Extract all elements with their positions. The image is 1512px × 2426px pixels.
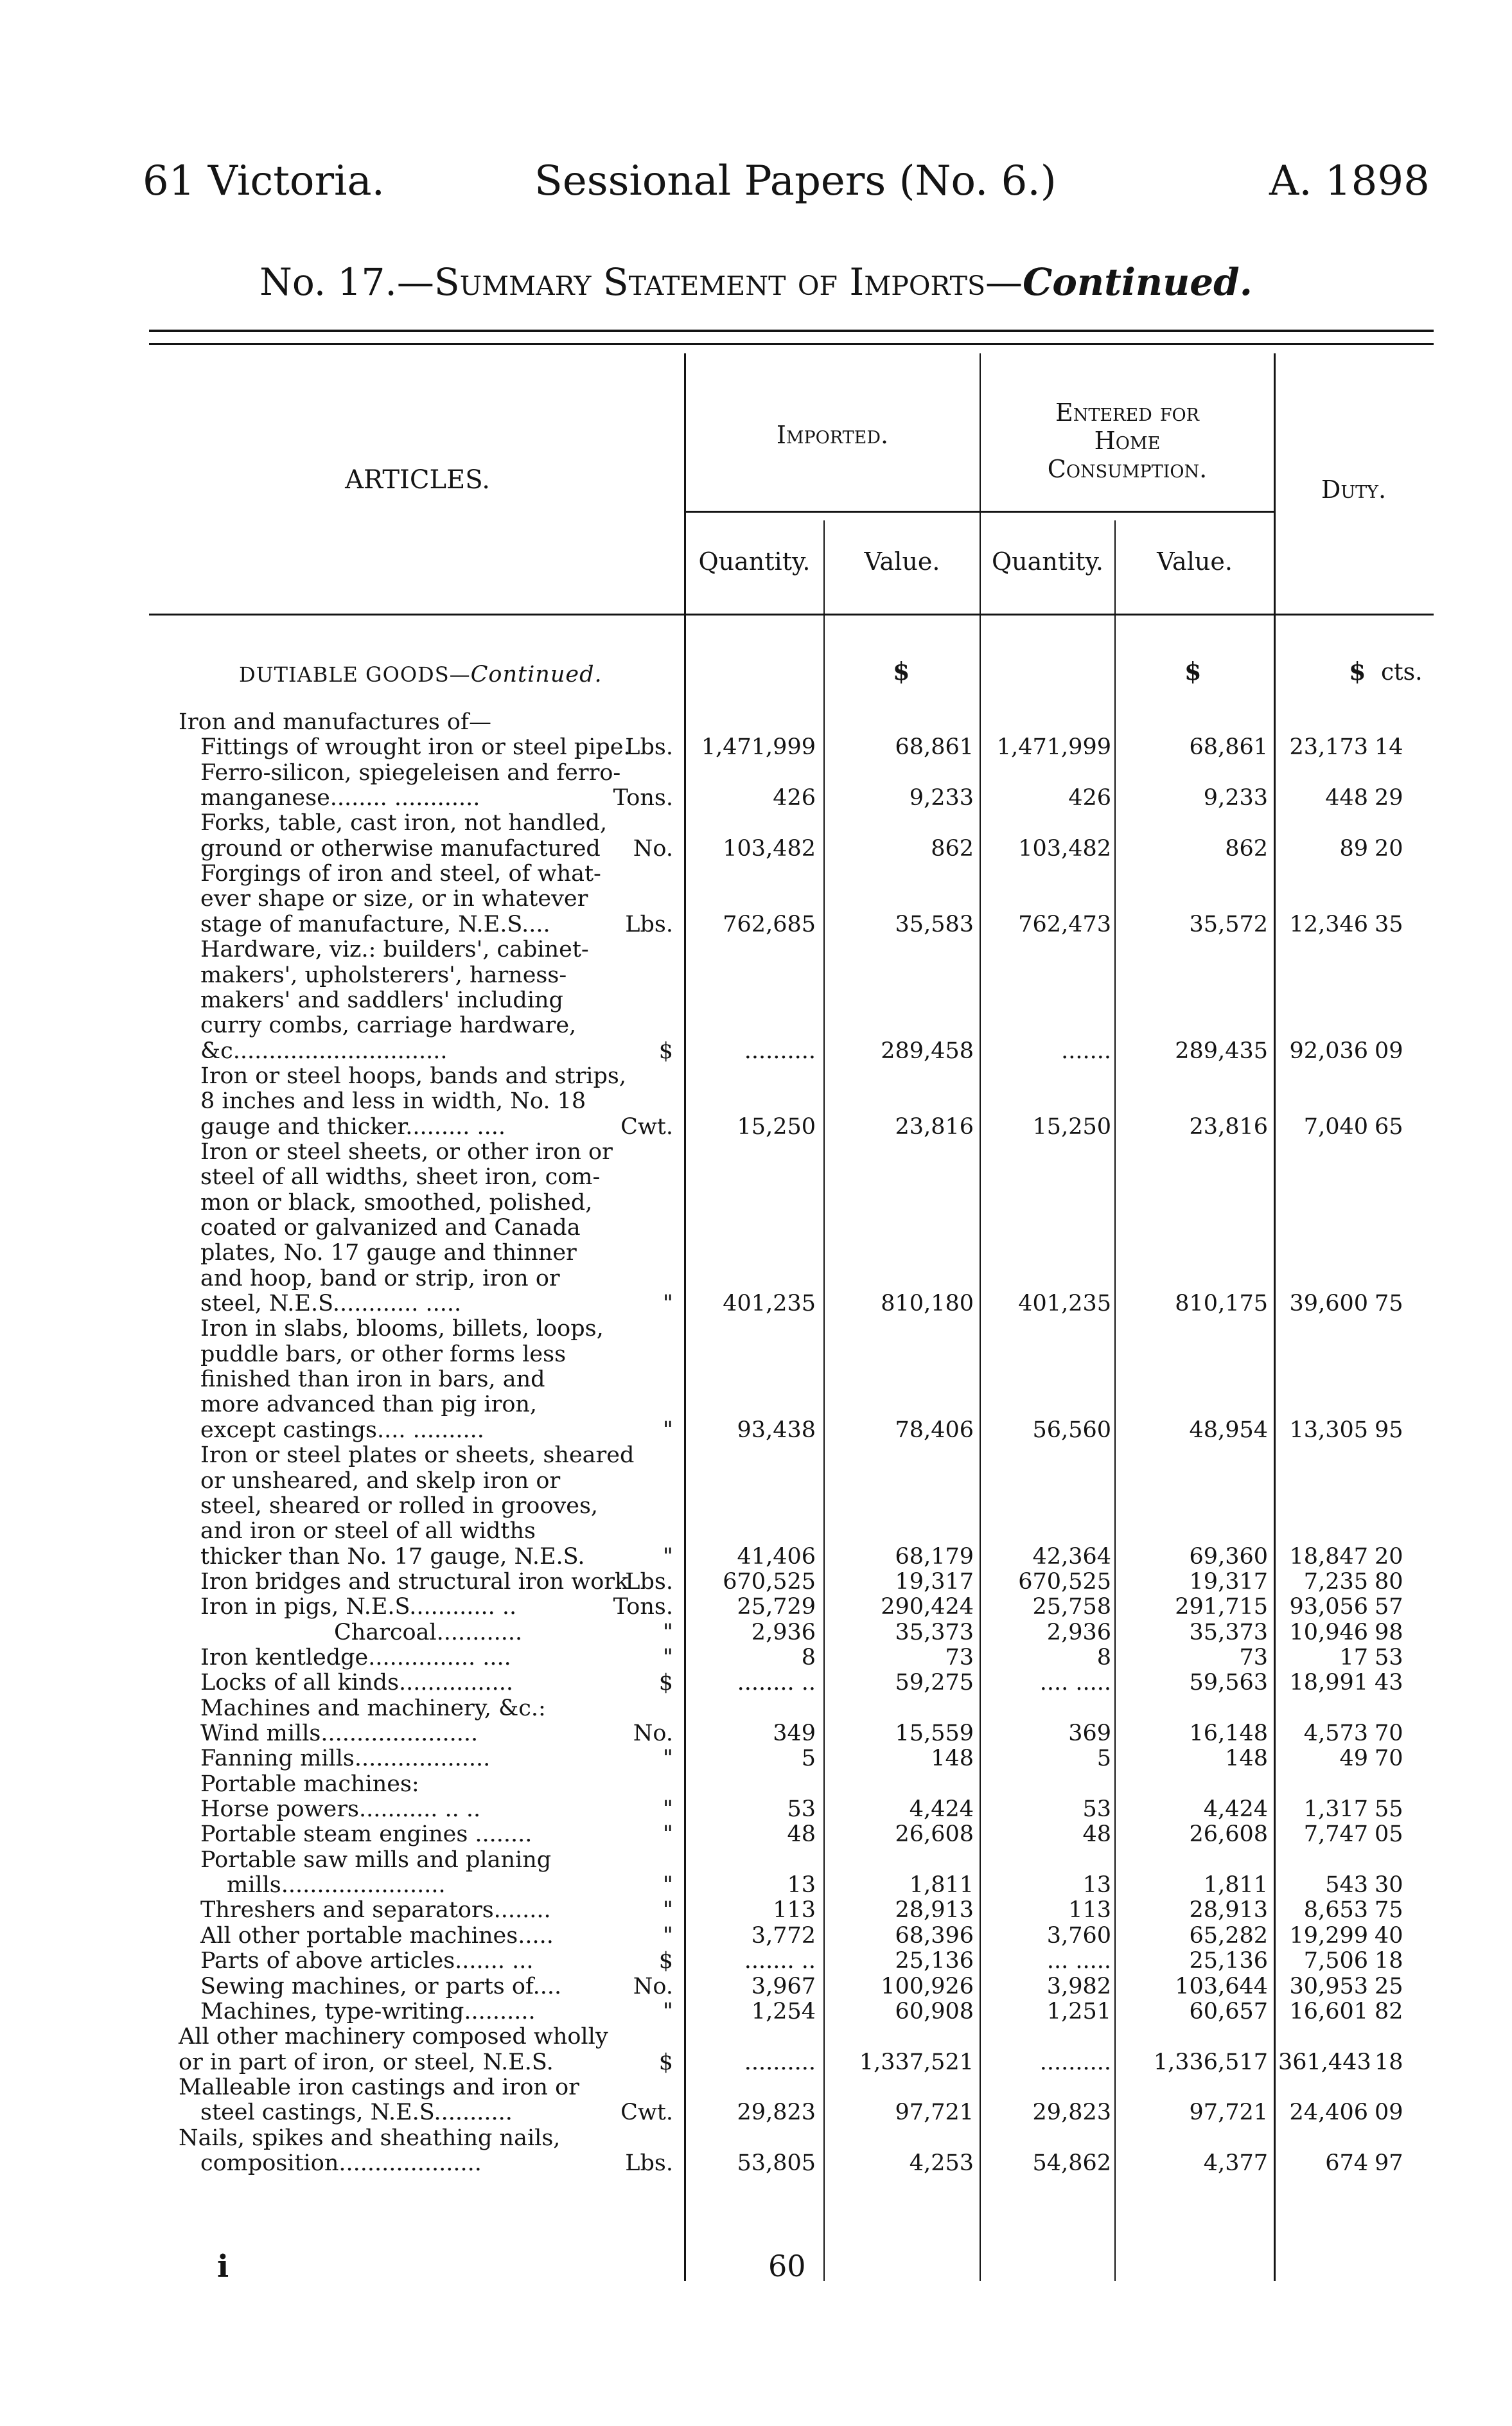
unit-cell: ": [662, 1821, 673, 1848]
value-imported-cell: 60,908: [895, 1998, 974, 2024]
duty-cents-cell: 25: [1375, 1973, 1403, 1999]
duty-dollars-cell: 18,991: [1289, 1670, 1368, 1696]
article-cell: steel of all widths, sheet iron, com-: [200, 1164, 601, 1191]
duty-cents-cell: 18: [1375, 1948, 1403, 1974]
value-entered-cell: 148: [1225, 1746, 1268, 1772]
col-quantity-imported: Quantity.: [698, 547, 811, 576]
unit-cell: ": [662, 1872, 673, 1899]
title-continued: Continued.: [1023, 260, 1253, 304]
article-cell: Parts of above articles....... ...: [200, 1948, 534, 1974]
duty-dollars-cell: 12,346: [1289, 911, 1368, 937]
currency-value-entered: $: [1184, 657, 1202, 686]
article-cell: Forgings of iron and steel, of what-: [200, 861, 601, 887]
quantity-imported-cell: 401,235: [723, 1291, 816, 1317]
quantity-entered-cell: 42,364: [1032, 1543, 1111, 1570]
value-imported-cell: 15,559: [895, 1721, 974, 1746]
footer-signature: i: [217, 2249, 229, 2285]
quantity-imported-cell: ....... ..: [744, 1948, 816, 1974]
duty-cents-cell: 20: [1375, 1543, 1403, 1570]
col-divider-articles: [684, 353, 686, 2281]
col-divider-imported: [980, 353, 981, 2281]
quantity-imported-cell: 1,254: [751, 1998, 816, 2024]
article-cell: Machines and machinery, &c.:: [200, 1695, 546, 1721]
duty-cents-cell: 95: [1375, 1417, 1403, 1443]
quantity-entered-cell: 369: [1068, 1721, 1111, 1746]
header-bottom-rule: [149, 614, 1434, 615]
article-cell: Nails, spikes and sheathing nails,: [179, 2125, 561, 2151]
quantity-entered-cell: 401,235: [1018, 1291, 1111, 1317]
duty-cents-cell: 82: [1375, 1998, 1403, 2024]
duty-dollars-cell: 92,036: [1289, 1038, 1368, 1064]
quantity-entered-cell: ... .....: [1046, 1948, 1111, 1974]
quantity-imported-cell: 8: [801, 1644, 816, 1670]
value-imported-cell: 97,721: [895, 2100, 974, 2126]
duty-cents-cell: 57: [1375, 1594, 1403, 1620]
article-cell: &c..............................: [200, 1038, 448, 1064]
col-articles: ARTICLES.: [345, 465, 490, 495]
quantity-entered-cell: 8: [1096, 1644, 1111, 1670]
duty-cents-cell: 75: [1375, 1291, 1403, 1317]
duty-dollars-cell: 49: [1339, 1746, 1368, 1772]
value-entered-cell: 28,913: [1189, 1897, 1268, 1924]
header-sessional-papers: Sessional Papers (No. 6.): [534, 157, 1057, 205]
unit-cell: Tons.: [613, 1594, 673, 1620]
unit-cell: $: [658, 2049, 673, 2075]
value-entered-cell: 862: [1225, 835, 1268, 862]
col-value-imported: Value.: [864, 547, 940, 576]
article-cell: Ferro-silicon, spiegeleisen and ferro-: [200, 759, 621, 786]
value-imported-cell: 28,913: [895, 1897, 974, 1924]
quantity-imported-cell: 53,805: [737, 2150, 816, 2176]
title-number: No. 17.—: [259, 260, 434, 304]
value-entered-cell: 23,816: [1189, 1113, 1268, 1140]
unit-cell: ": [662, 1796, 673, 1823]
section-label: [239, 662, 602, 687]
article-cell: Iron or steel plates or sheets, sheared: [200, 1442, 635, 1469]
article-cell: steel, N.E.S............ .....: [200, 1291, 462, 1317]
unit-cell: ": [662, 1291, 673, 1317]
currency-duty-cents: cts.: [1381, 659, 1423, 686]
duty-cents-cell: 80: [1375, 1568, 1403, 1595]
article-cell: All other machinery composed wholly: [179, 2024, 608, 2050]
unit-cell: ": [662, 1644, 673, 1670]
quantity-imported-cell: 5: [801, 1746, 816, 1772]
article-cell: Iron in slabs, blooms, billets, loops,: [200, 1316, 604, 1342]
duty-dollars-cell: 89: [1339, 835, 1368, 862]
unit-cell: Lbs.: [625, 2150, 673, 2176]
duty-cents-cell: 35: [1375, 911, 1403, 937]
duty-cents-cell: 40: [1375, 1922, 1403, 1949]
quantity-entered-cell: 1,471,999: [996, 734, 1111, 761]
value-entered-cell: 48,954: [1189, 1417, 1268, 1443]
col-duty: Duty.: [1321, 475, 1387, 504]
header-year: A. 1898: [1269, 157, 1430, 205]
article-cell: Forks, table, cast iron, not handled,: [200, 810, 608, 837]
value-entered-cell: 65,282: [1189, 1922, 1268, 1949]
quantity-imported-cell: 426: [773, 785, 816, 811]
value-entered-cell: 68,861: [1189, 734, 1268, 761]
article-cell: All other portable machines.....: [200, 1922, 554, 1949]
article-cell: or unsheared, and skelp iron or: [200, 1467, 561, 1494]
top-rule-2: [149, 343, 1434, 345]
value-imported-cell: 68,396: [895, 1922, 974, 1949]
quantity-imported-cell: 103,482: [723, 835, 816, 862]
duty-cents-cell: 18: [1375, 2049, 1403, 2075]
value-imported-cell: 148: [931, 1746, 974, 1772]
col-divider-value1: [823, 520, 825, 2281]
duty-dollars-cell: 543: [1325, 1872, 1368, 1899]
unit-cell: No.: [633, 1721, 673, 1746]
value-imported-cell: 4,424: [909, 1796, 974, 1823]
duty-cents-cell: 20: [1375, 835, 1403, 862]
unit-cell: Cwt.: [620, 1113, 673, 1140]
quantity-entered-cell: .... .....: [1039, 1670, 1111, 1696]
unit-cell: Lbs.: [625, 911, 673, 937]
duty-dollars-cell: 674: [1325, 2150, 1368, 2176]
article-cell: and hoop, band or strip, iron or: [200, 1265, 560, 1291]
col-entered: [981, 398, 1274, 483]
quantity-imported-cell: 2,936: [751, 1619, 816, 1645]
unit-cell: ": [662, 1543, 673, 1570]
article-cell: steel castings, N.E.S...........: [200, 2100, 513, 2126]
value-entered-cell: 291,715: [1175, 1594, 1268, 1620]
unit-cell: No.: [633, 835, 673, 862]
value-imported-cell: 68,861: [895, 734, 974, 761]
quantity-imported-cell: 41,406: [737, 1543, 816, 1570]
value-entered-cell: 97,721: [1189, 2100, 1268, 2126]
value-imported-cell: 100,926: [881, 1973, 974, 1999]
value-imported-cell: 862: [931, 835, 974, 862]
article-cell: curry combs, carriage hardware,: [200, 1013, 577, 1039]
article-cell: Iron kentledge............... ....: [200, 1644, 511, 1670]
article-cell: Iron and manufactures of—: [179, 709, 491, 735]
top-rule-1: [149, 330, 1434, 332]
article-cell: Sewing machines, or parts of....: [200, 1973, 562, 1999]
col-divider-value2: [1114, 520, 1116, 2281]
article-cell: puddle bars, or other forms less: [200, 1341, 567, 1367]
value-entered-cell: 1,811: [1203, 1872, 1268, 1899]
article-cell: gauge and thicker......... ....: [200, 1113, 505, 1140]
value-imported-cell: 19,317: [895, 1568, 974, 1595]
unit-cell: Tons.: [613, 785, 673, 811]
col-entered-line1: Entered for: [1055, 398, 1200, 427]
quantity-imported-cell: 762,685: [723, 911, 816, 937]
article-cell: Iron in pigs, N.E.S............ ..: [200, 1594, 517, 1620]
duty-dollars-cell: 23,173: [1289, 734, 1368, 761]
duty-cents-cell: 70: [1375, 1721, 1403, 1746]
quantity-imported-cell: ........ ..: [737, 1670, 816, 1696]
article-cell: Iron or steel sheets, or other iron or: [200, 1138, 613, 1165]
duty-dollars-cell: 4,573: [1303, 1721, 1368, 1746]
value-entered-cell: 73: [1239, 1644, 1268, 1670]
article-cell: coated or galvanized and Canada: [200, 1215, 581, 1241]
quantity-imported-cell: 3,967: [751, 1973, 816, 1999]
value-entered-cell: 25,136: [1189, 1948, 1268, 1974]
quantity-entered-cell: ..........: [1039, 2049, 1111, 2075]
article-cell: or in part of iron, or steel, N.E.S.: [179, 2049, 554, 2075]
quantity-imported-cell: 113: [773, 1897, 816, 1924]
quantity-imported-cell: 93,438: [737, 1417, 816, 1443]
col-entered-line3: Consumption.: [1047, 455, 1208, 483]
article-cell: finished than iron in bars, and: [200, 1367, 545, 1393]
duty-cents-cell: 09: [1375, 2100, 1403, 2126]
quantity-imported-cell: 670,525: [723, 1568, 816, 1595]
unit-cell: ": [662, 1998, 673, 2024]
quantity-imported-cell: 29,823: [737, 2100, 816, 2126]
duty-cents-cell: 98: [1375, 1619, 1403, 1645]
duty-dollars-cell: 361,443: [1278, 2049, 1371, 2075]
value-entered-cell: 35,572: [1189, 911, 1268, 937]
article-cell: 8 inches and less in width, No. 18: [200, 1088, 586, 1115]
value-entered-cell: 810,175: [1175, 1291, 1268, 1317]
unit-cell: $: [658, 1948, 673, 1974]
duty-cents-cell: 09: [1375, 1038, 1403, 1064]
duty-dollars-cell: 7,747: [1303, 1821, 1368, 1848]
duty-dollars-cell: 16,601: [1289, 1998, 1368, 2024]
duty-dollars-cell: 7,040: [1303, 1113, 1368, 1140]
quantity-imported-cell: 3,772: [751, 1922, 816, 1949]
value-imported-cell: 25,136: [895, 1948, 974, 1974]
duty-dollars-cell: 7,506: [1303, 1948, 1368, 1974]
article-cell: Iron bridges and structural iron work: [200, 1568, 629, 1595]
unit-cell: ": [662, 1897, 673, 1924]
duty-cents-cell: 05: [1375, 1821, 1403, 1848]
quantity-imported-cell: ..........: [744, 2049, 816, 2075]
value-imported-cell: 73: [945, 1644, 974, 1670]
quantity-imported-cell: 349: [773, 1721, 816, 1746]
value-imported-cell: 26,608: [895, 1821, 974, 1848]
article-cell: Fanning mills...................: [200, 1746, 491, 1772]
quantity-imported-cell: 53: [787, 1796, 816, 1823]
duty-dollars-cell: 18,847: [1289, 1543, 1368, 1570]
value-entered-cell: 1,336,517: [1153, 2049, 1268, 2075]
quantity-entered-cell: 56,560: [1032, 1417, 1111, 1443]
unit-cell: ": [662, 1417, 673, 1443]
header-mid-rule: [685, 511, 1274, 513]
duty-cents-cell: 75: [1375, 1897, 1403, 1924]
quantity-entered-cell: 762,473: [1018, 911, 1111, 937]
duty-dollars-cell: 8,653: [1303, 1897, 1368, 1924]
col-divider-duty: [1274, 353, 1276, 2281]
duty-dollars-cell: 10,946: [1289, 1619, 1368, 1645]
article-cell: Machines, type-writing..........: [200, 1998, 536, 2024]
article-cell: thicker than No. 17 gauge, N.E.S.: [200, 1543, 585, 1570]
value-entered-cell: 59,563: [1189, 1670, 1268, 1696]
unit-cell: No.: [633, 1973, 673, 1999]
duty-cents-cell: 14: [1375, 734, 1403, 761]
value-entered-cell: 103,644: [1175, 1973, 1268, 1999]
article-cell: Hardware, viz.: builders', cabinet-: [200, 937, 589, 963]
quantity-entered-cell: 3,760: [1046, 1922, 1111, 1949]
value-entered-cell: 19,317: [1189, 1568, 1268, 1595]
value-entered-cell: 289,435: [1175, 1038, 1268, 1064]
value-entered-cell: 9,233: [1203, 785, 1268, 811]
article-cell: mills.......................: [227, 1872, 446, 1899]
quantity-entered-cell: 48: [1082, 1821, 1111, 1848]
value-imported-cell: 1,811: [909, 1872, 974, 1899]
unit-cell: ": [662, 1922, 673, 1949]
value-imported-cell: 35,583: [895, 911, 974, 937]
article-cell: Threshers and separators........: [200, 1897, 551, 1924]
duty-dollars-cell: 448: [1325, 785, 1368, 811]
title-main: Summary Statement of Imports—: [434, 260, 1023, 304]
article-cell: plates, No. 17 gauge and thinner: [200, 1240, 577, 1266]
value-entered-cell: 60,657: [1189, 1998, 1268, 2024]
duty-cents-cell: 65: [1375, 1113, 1403, 1140]
section-label-continued: Continued.: [470, 662, 602, 687]
article-cell: makers', upholsterers', harness-: [200, 962, 567, 988]
quantity-imported-cell: ..........: [744, 1038, 816, 1064]
article-cell: more advanced than pig iron,: [200, 1392, 538, 1418]
value-entered-cell: 26,608: [1189, 1821, 1268, 1848]
header-volume: 61 Victoria.: [143, 157, 385, 205]
quantity-entered-cell: 54,862: [1032, 2150, 1111, 2176]
page-title: [0, 260, 1512, 304]
duty-cents-cell: 43: [1375, 1670, 1403, 1696]
quantity-entered-cell: 426: [1068, 785, 1111, 811]
value-imported-cell: 290,424: [881, 1594, 974, 1620]
article-cell: ever shape or size, or in whatever: [200, 886, 588, 912]
col-entered-line2: Home: [1094, 427, 1161, 455]
value-entered-cell: 4,377: [1203, 2150, 1268, 2176]
duty-dollars-cell: 24,406: [1289, 2100, 1368, 2126]
article-cell: and iron or steel of all widths: [200, 1518, 536, 1545]
duty-dollars-cell: 13,305: [1289, 1417, 1368, 1443]
duty-dollars-cell: 39,600: [1289, 1291, 1368, 1317]
quantity-entered-cell: 25,758: [1032, 1594, 1111, 1620]
article-cell: Horse powers........... .. ..: [200, 1796, 481, 1823]
duty-cents-cell: 53: [1375, 1644, 1403, 1670]
unit-cell: Lbs.: [625, 1568, 673, 1595]
duty-cents-cell: 55: [1375, 1796, 1403, 1823]
value-imported-cell: 810,180: [881, 1291, 974, 1317]
quantity-imported-cell: 48: [787, 1821, 816, 1848]
article-cell: Malleable iron castings and iron or: [179, 2074, 579, 2100]
page-number: 60: [768, 2249, 806, 2283]
article-cell: Portable machines:: [200, 1771, 419, 1797]
article-cell: stage of manufacture, N.E.S....: [200, 911, 550, 937]
value-imported-cell: 68,179: [895, 1543, 974, 1570]
article-cell: except castings.... ..........: [200, 1417, 484, 1443]
quantity-entered-cell: 113: [1068, 1897, 1111, 1924]
article-cell: Portable saw mills and planing: [200, 1846, 552, 1873]
duty-cents-cell: 97: [1375, 2150, 1403, 2176]
unit-cell: $: [658, 1670, 673, 1696]
article-cell: Charcoal............: [334, 1619, 523, 1645]
quantity-entered-cell: 3,982: [1046, 1973, 1111, 1999]
quantity-imported-cell: 15,250: [737, 1113, 816, 1140]
value-imported-cell: 289,458: [881, 1038, 974, 1064]
value-imported-cell: 35,373: [895, 1619, 974, 1645]
quantity-entered-cell: 2,936: [1046, 1619, 1111, 1645]
article-cell: ground or otherwise manufactured: [200, 835, 601, 862]
col-quantity-entered: Quantity.: [992, 547, 1103, 576]
duty-cents-cell: 29: [1375, 785, 1403, 811]
quantity-entered-cell: 1,251: [1046, 1998, 1111, 2024]
article-cell: Fittings of wrought iron or steel pipe.: [200, 734, 631, 761]
col-imported: Imported.: [776, 421, 889, 449]
quantity-imported-cell: 1,471,999: [701, 734, 816, 761]
value-imported-cell: 78,406: [895, 1417, 974, 1443]
quantity-entered-cell: 29,823: [1032, 2100, 1111, 2126]
quantity-entered-cell: 53: [1082, 1796, 1111, 1823]
article-cell: Locks of all kinds................: [200, 1670, 514, 1696]
article-cell: Wind mills......................: [200, 1721, 479, 1746]
duty-dollars-cell: 7,235: [1303, 1568, 1368, 1595]
value-imported-cell: 9,233: [909, 785, 974, 811]
quantity-imported-cell: 13: [787, 1872, 816, 1899]
article-cell: steel, sheared or rolled in grooves,: [200, 1492, 599, 1519]
duty-dollars-cell: 1,317: [1303, 1796, 1368, 1823]
quantity-entered-cell: 13: [1082, 1872, 1111, 1899]
unit-cell: ": [662, 1619, 673, 1645]
article-cell: manganese........ ............: [200, 785, 480, 811]
unit-cell: Lbs.: [625, 734, 673, 761]
article-cell: Portable steam engines ........: [200, 1821, 532, 1848]
duty-dollars-cell: 93,056: [1289, 1594, 1368, 1620]
article-cell: Iron or steel hoops, bands and strips,: [200, 1063, 626, 1089]
quantity-entered-cell: 5: [1096, 1746, 1111, 1772]
quantity-entered-cell: 670,525: [1018, 1568, 1111, 1595]
currency-value-imported: $: [893, 657, 910, 686]
duty-cents-cell: 30: [1375, 1872, 1403, 1899]
unit-cell: ": [662, 1746, 673, 1772]
section-label-text: DUTIABLE GOODS—: [239, 662, 471, 687]
quantity-entered-cell: .......: [1061, 1038, 1111, 1064]
value-entered-cell: 4,424: [1203, 1796, 1268, 1823]
article-cell: composition....................: [200, 2150, 482, 2176]
quantity-imported-cell: 25,729: [737, 1594, 816, 1620]
value-imported-cell: 23,816: [895, 1113, 974, 1140]
duty-dollars-cell: 17: [1339, 1644, 1368, 1670]
unit-cell: $: [658, 1038, 673, 1064]
value-entered-cell: 16,148: [1189, 1721, 1268, 1746]
value-entered-cell: 69,360: [1189, 1543, 1268, 1570]
quantity-entered-cell: 15,250: [1032, 1113, 1111, 1140]
col-value-entered: Value.: [1157, 547, 1233, 576]
duty-dollars-cell: 30,953: [1289, 1973, 1368, 1999]
quantity-entered-cell: 103,482: [1018, 835, 1111, 862]
value-imported-cell: 59,275: [895, 1670, 974, 1696]
duty-cents-cell: 70: [1375, 1746, 1403, 1772]
duty-dollars-cell: 19,299: [1289, 1922, 1368, 1949]
unit-cell: Cwt.: [620, 2100, 673, 2126]
currency-duty-dollars: $: [1349, 657, 1366, 686]
article-cell: makers' and saddlers' including: [200, 987, 563, 1013]
article-cell: mon or black, smoothed, polished,: [200, 1189, 593, 1216]
value-entered-cell: 35,373: [1189, 1619, 1268, 1645]
value-imported-cell: 1,337,521: [859, 2049, 974, 2075]
value-imported-cell: 4,253: [909, 2150, 974, 2176]
